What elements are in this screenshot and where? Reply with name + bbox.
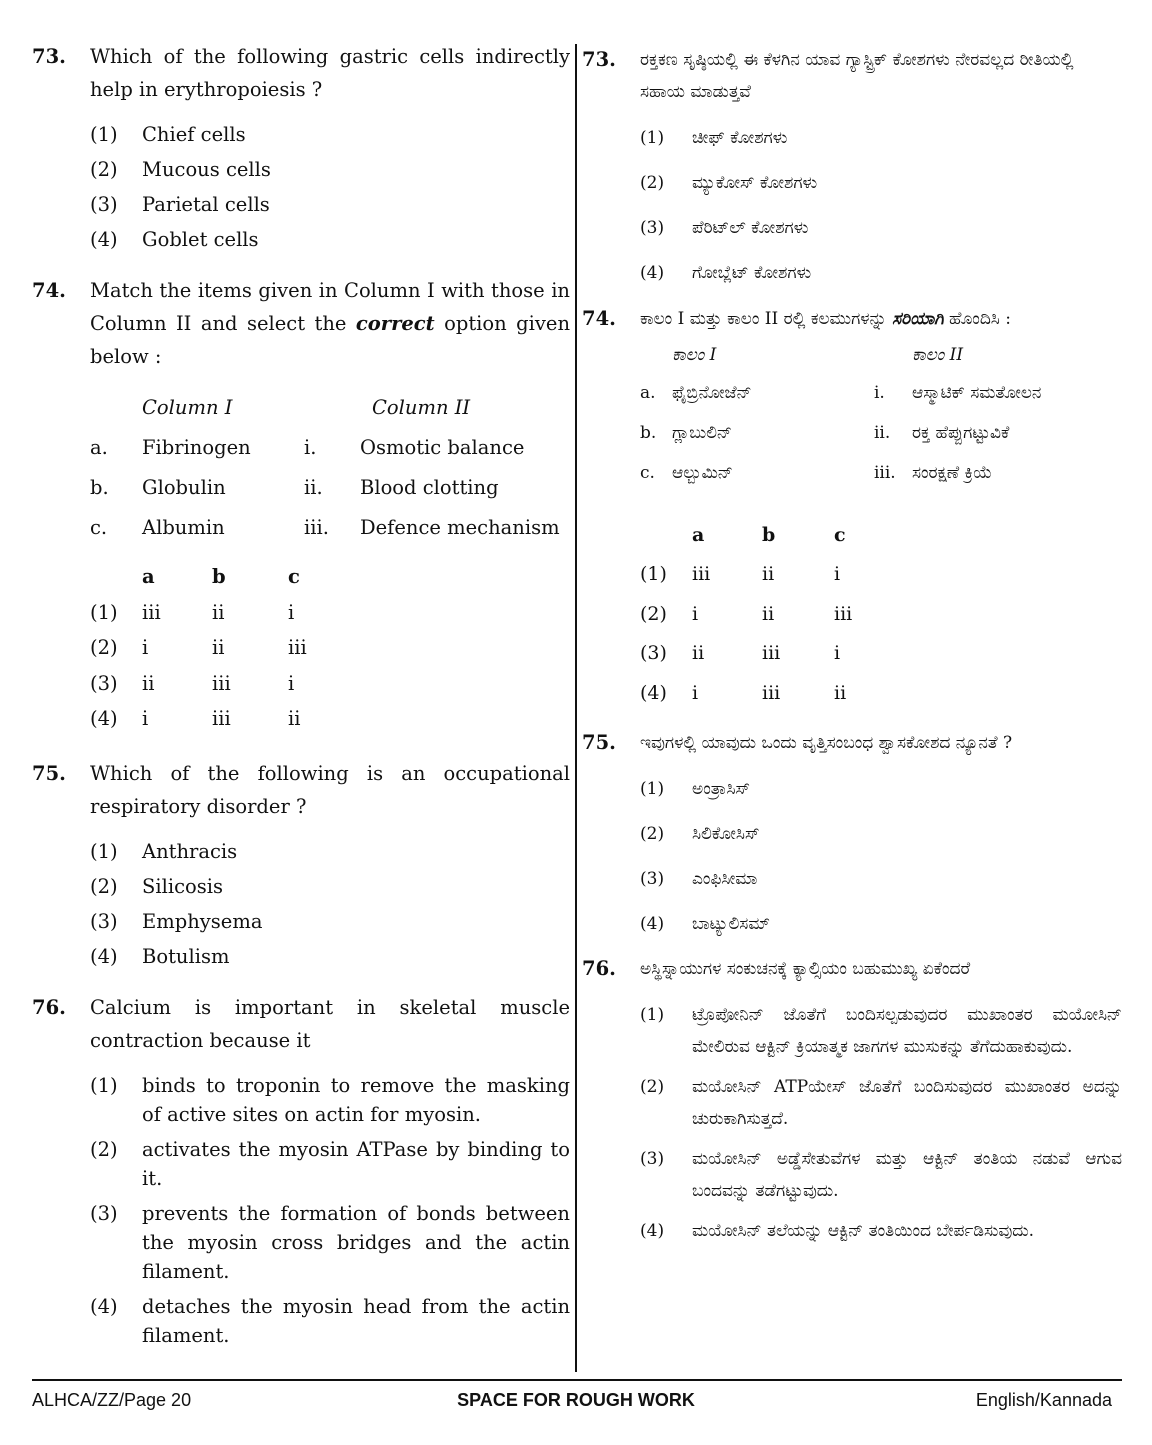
column-divider [575,44,577,1372]
option-number: (3) [90,193,118,216]
match-row: b. ಗ್ಲಾಬುಲಿನ್ ii. ರಕ್ತ ಹೆಪ್ಪುಗಟ್ಟುವಿಕೆ [640,423,1010,443]
match-table [90,387,570,547]
option: (1) ಚೀಫ್ ಕೋಶಗಳು [640,128,788,148]
language-label: English/Kannada [975,1390,1112,1410]
question-number: 73. [582,48,616,71]
question-75 [32,757,570,971]
question-number: 76. [582,956,616,980]
english-column [32,40,570,1356]
question-text: ಅಸ್ಥಿಸ್ನಾಯುಗಳ ಸಂಕುಚನಕ್ಕೆ ಕ್ಯಾಲ್ಸಿಯಂ ಬಹುಮುಖ್ಯ ಏಕೆಂದರೆ [640,958,971,979]
match-row: a. ಫೈಬ್ರಿನೋಜೆನ್ i. ಆಸ್ಮಾಟಿಕ್ ಸಮತೋಲನ [640,383,1042,403]
question-73-kannada [582,44,1122,289]
question-text: ರಕ್ತಕಣ ಸೃಷ್ಠಿಯಲ್ಲಿ ಈ ಕೆಳಗಿನ ಯಾವ ಗ್ಯಾಸ್ಟ್ರಿಕ್ ಕೋಶಗಳು ನೇರವಲ್ಲದ ರೀತಿಯಲ್ಲಿ ಸಹಾಯ ಮಾಡುತ್ತವೆ [640,50,1074,102]
question-number: 76. [32,995,66,1019]
option [90,120,570,149]
option: (2) ಮ್ಯುಕೋಸ್ ಕೋಶಗಳು [640,173,818,193]
option: (4) Botulism [90,944,230,968]
question-text: Which of the following gastric cells indirectly help in erythropoiesis ? [90,45,570,101]
question-number: 75. [582,730,616,754]
answer-row: (1) iii ii i [90,600,295,624]
answer-row: (3) ii iii i [90,671,295,695]
option: (4) ಗೋಬ್ಲೆಟ್ ಕೋಶಗಳು [640,263,812,283]
question-text: ಕಾಲಂ I ಮತ್ತು ಕಾಲಂ II ರಲ್ಲಿ ಕಲಮುಗಳನ್ನು ಸರಿಯಾಗಿ ಹೊಂದಿಸಿ : [640,309,1011,329]
page-code: ALHCA/ZZ/Page 20 [32,1390,192,1410]
option: (1) binds to troponin to remove the masking of active sites on actin for myosin. [90,1073,570,1126]
option: (3) Emphysema [90,909,263,933]
column-i-header: ಕಾಲಂ I [672,345,717,365]
option-text: Mucous cells [142,158,271,181]
option-number: (1) [90,123,118,146]
rough-work-label: SPACE FOR ROUGH WORK [457,1390,695,1410]
answer-row: (4) i iii ii [90,707,301,731]
option: (3) ಮಯೋಸಿನ್ ಅಡ್ಡೆಸೇತುವೆಗಳ ಮತ್ತು ಆಕ್ಟಿನ್ ತಂತಿಯ ನಡುವೆ ಆಗುವ ಬಂದವನ್ನು ತಡೆಗಟ್ಟುವುದು. [640,1148,1122,1201]
question-76 [32,991,570,1350]
question-text: ಇವುಗಳಲ್ಲಿ ಯಾವುದು ಒಂದು ವೃತ್ತಿಸಂಬಂಧ ಶ್ವಾಸಕೋಶದ ನ್ಯೂನತೆ ? [640,732,1013,753]
answer-row: (4) i iii ii [640,681,847,704]
option-text: Chief cells [142,123,246,146]
option: (1) ಟ್ರೊಪೋನಿನ್ ಜೊತೆಗೆ ಬಂದಿಸಲ್ಪಡುವುದರ ಮುಖಾಂತರ ಮಯೋಸಿನ್ ಮೇಲಿರುವ ಆಕ್ಟಿನ್ ಕ್ರಿಯಾತ್ಮಕ ಜಾಗಗಳ ಮುಸುಕನ್ನು ತೆಗೆದುಹಾಕುವುದು. [640,1004,1122,1057]
match-row: a. Fibrinogen i. Osmotic balance [90,435,525,459]
option: (3) prevents the formation of bonds between the myosin cross bridges and the actin filament. [90,1201,570,1283]
option-number: (4) [90,228,118,251]
answer-grid: a b c (1) iii ii i (2) i ii iii (3) ii iii i (4) i iii ii [90,559,570,737]
option: (1) ಅಂತ್ರಾಸಿಸ್ [640,778,751,799]
option [90,155,570,184]
question-number: 74. [32,279,66,302]
answer-grid: a b c (1) iii ii i (2) i ii iii (3) ii iii i (4) i iii ii [640,515,1122,713]
question-75-kannada [582,727,1122,940]
column-i-header: Column I [142,395,233,419]
option: (4) ಬಾಟ್ಯುಲಿಸಮ್ [640,913,770,934]
question-number: 75. [32,761,66,785]
question-number: 73. [32,45,66,68]
question-74 [32,274,570,737]
answer-row: (2) i ii iii [90,636,307,660]
match-table [640,337,1122,493]
question-76-kannada [582,953,1122,1247]
answer-row: (1) iii ii i [640,563,841,586]
question-text: Match the items given in Column I with those in Column II and select the correct option given below : [90,279,570,368]
option: (2) ಮಯೋಸಿನ್ ATPಯೇಸ್ ಜೊತೆಗೆ ಬಂದಿಸುವುದರ ಮುಖಾಂತರ ಅದನ್ನು ಚುರುಕಾಗಿಸುತ್ತದೆ. [640,1076,1122,1129]
answer-row: (2) i ii iii [640,602,853,625]
option: (4) detaches the myosin head from the actin filament. [90,1294,570,1347]
question-text: Which of the following is an occupational respiratory disorder ? [90,761,570,818]
kannada-column [582,44,1122,1255]
match-row: b. Globulin ii. Blood clotting [90,475,499,499]
question-73 [32,40,570,254]
option: (4) ಮಯೋಸಿನ್ ತಲೆಯನ್ನು ಆಕ್ಟಿನ್ ತಂತಿಯಿಂದ ಬೇರ್ಪಡಿಸುವುದು. [640,1220,1035,1241]
option-text: Goblet cells [142,228,259,251]
option: (1) Anthracis [90,839,238,863]
answer-row: (3) ii iii i [640,642,841,665]
option: (2) Silicosis [90,874,223,898]
column-ii-header: Column II [372,395,471,419]
footer-rule [32,1379,1122,1381]
question-number: 74. [582,307,616,330]
question-74-kannada [582,303,1122,713]
option: (3) ಎಂಫಿಸೀಮಾ [640,868,758,889]
match-row: c. Albumin iii. Defence mechanism [90,515,560,539]
option-number: (2) [90,158,118,181]
option [90,190,570,219]
question-text: Calcium is important in skeletal muscle contraction because it [90,995,570,1052]
column-ii-header: ಕಾಲಂ II [912,345,964,365]
option-text: Parietal cells [142,193,270,216]
option: (2) activates the myosin ATPase by binding to it. [90,1137,570,1190]
option [90,225,570,254]
match-row: c. ಆಲ್ಬುಮಿನ್ iii. ಸಂರಕ್ಷಣೆ ಕ್ರಿಯೆ [640,463,993,483]
option: (2) ಸಿಲಿಕೋಸಿಸ್ [640,823,760,844]
option: (3) ಪೆರಿಟ್‌ಲ್ ಕೋಶಗಳು [640,218,809,238]
